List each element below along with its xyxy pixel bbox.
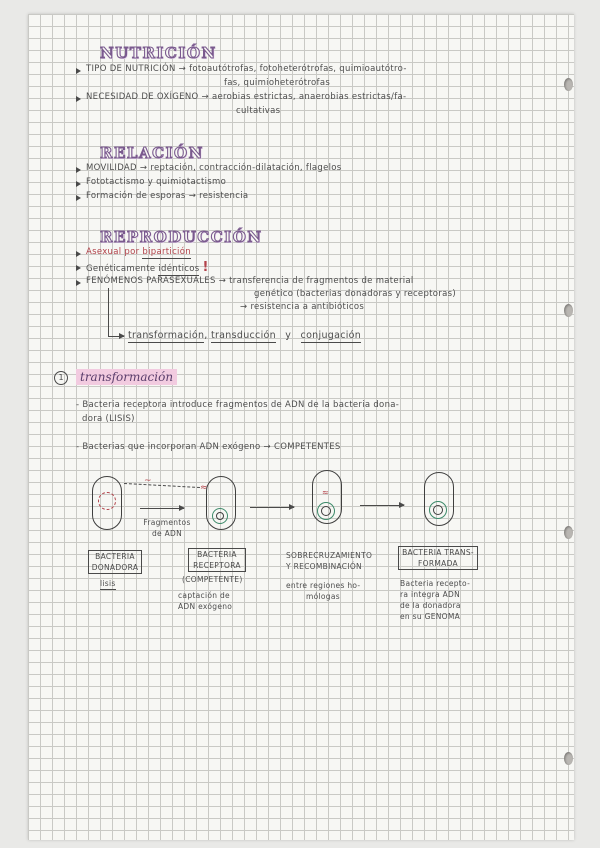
section-title-nutricion: NUTRICIÓN [100, 44, 217, 62]
transformed-note: Bacteria recepto- ra integra ADN de la donadora en su GENOMA [400, 579, 471, 621]
dna-transfer-path [124, 483, 200, 488]
bullet-icon [76, 181, 81, 187]
branch-arrow [108, 336, 124, 337]
section-title-relacion: RELACIÓN [100, 144, 204, 162]
recombination-label: SOBRECRUZAMIENTO Y RECOMBINACIÓN [286, 551, 373, 571]
donor-note: lisis [100, 579, 116, 588]
reproduccion-item-3: FENÓMENOS PARASEXUALES → transferencia de fragmentos de material [86, 276, 414, 286]
bullet-icon [76, 251, 81, 257]
reproduccion-item-3-cont: genético (bacterias donadoras y receptoras) [254, 289, 456, 299]
parasexual-types: transformación, transducción y conjugación [128, 330, 362, 341]
step-arrow [360, 505, 404, 506]
punch-hole [564, 752, 573, 765]
punch-hole [564, 304, 573, 317]
step-arrow [140, 508, 184, 509]
recombination-note: entre regiones ho- mólogas [286, 581, 361, 601]
notebook-page [28, 14, 574, 840]
bullet-icon [76, 68, 81, 74]
step-arrow [250, 507, 294, 508]
bullet-icon [76, 280, 81, 286]
receptor-label-box: BACTERIA RECEPTORA [188, 548, 246, 572]
section-number-badge: 1 [54, 371, 68, 385]
nutricion-item-1: TIPO DE NUTRICIÓN → fotoautótrofas, fotoheterótrofas, quimioautótro- [86, 64, 407, 74]
section-title-reproduccion: REPRODUCCIÓN [100, 228, 263, 246]
bullet-icon [76, 195, 81, 201]
donor-dna-ring [98, 492, 116, 510]
transformed-label-box: BACTERIA TRANS- FORMADA [398, 546, 478, 570]
nutricion-item-2: NECESIDAD DE OXÍGENO → aerobias estrictas, anaerobias estrictas/fa- [86, 92, 407, 102]
relacion-item-3: Formación de esporas → resistencia [86, 191, 249, 201]
punch-hole [564, 526, 573, 539]
receptor-dna-core [216, 512, 224, 520]
relacion-item-2: Fototactismo y quimiotactismo [86, 177, 227, 187]
reproduccion-item-2: Genéticamente idénticos ! [86, 260, 209, 275]
transformed-dna-core [433, 505, 443, 515]
branch-connector [108, 288, 109, 336]
donor-label-box: BACTERIA DONADORA [88, 550, 142, 574]
transformacion-point-2: - Bacterias que incorporan ADN exógeno → COMPETENTES [76, 442, 341, 452]
section-title-transformacion: transformación [76, 369, 177, 385]
reproduccion-item-1: Asexual por bipartición [86, 247, 191, 257]
transformacion-point-1-cont: dora (LISIS) [82, 414, 135, 424]
bullet-icon [76, 167, 81, 173]
nutricion-item-1-cont: fas, quimioheterótrofas [224, 78, 331, 88]
bullet-icon [76, 96, 81, 102]
transformacion-point-1: - Bacteria receptora introduce fragmentos de ADN de la bacteria dona- [76, 400, 400, 410]
fragments-label: Fragmentos de ADN [143, 518, 191, 538]
dna-fragment-mark: ≈ [200, 483, 208, 493]
reproduccion-item-3-resistencia: → resistencia a antibióticos [240, 302, 365, 312]
nutricion-item-2-cont: cultativas [236, 106, 281, 116]
bullet-icon [76, 265, 81, 271]
punch-hole [564, 78, 573, 91]
receptor-competent: (COMPETENTE) [182, 575, 243, 584]
crossover-mark: ≈ [322, 488, 329, 497]
receptor-note: captación de ADN exógeno [178, 591, 233, 611]
dna-fragment-mark: ~ [144, 476, 152, 486]
recombining-dna-core [321, 506, 331, 516]
relacion-item-1: MOVILIDAD → reptación, contracción-dilatación, flagelos [86, 163, 342, 173]
